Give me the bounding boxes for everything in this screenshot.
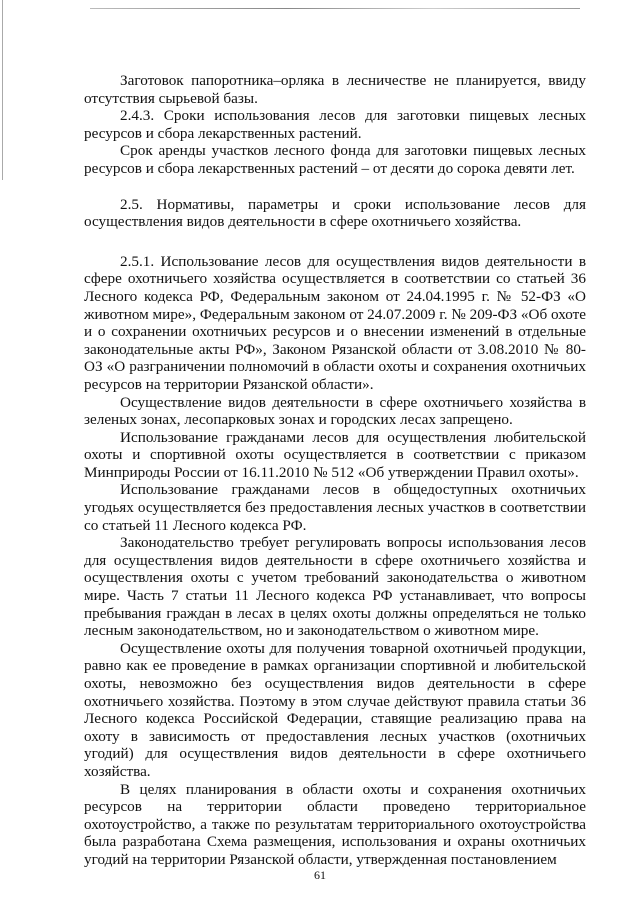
paragraph-lease-term: Срок аренды участков лесного фонда для заготовки пищевых лесных ресурсов и сбора лекарственных растений – от десяти до сорока девяти лет.: [84, 142, 586, 177]
heading-section-2-5: 2.5. Нормативы, параметры и сроки использование лесов для осуществления видов деятельности в сфере охотничьего хозяйства.: [84, 195, 586, 231]
page-number: 61: [314, 868, 326, 882]
paragraph-commercial-hunting: Осуществление охоты для получения товарной охотничьей продукции, равно как ее проведение в рамках организации спортивной и любительской охоты, невозможно без осуществления видов деятельности в сфере охотничьего хозяйства. Поэтому в этом случае действуют правила статьи 36 Лесного кодекса Российской Федерации, ставящие реализацию права на охоту в зависимость от предоставления лесных участков (охотничьих угодий) для осуществления видов деятельности в сфере охотничьего хозяйства.: [84, 639, 586, 780]
scan-artifact-top-line: [90, 8, 580, 9]
scan-artifact-left-edge: [2, 0, 3, 180]
paragraph-planning: В целях планирования в области охоты и сохранения охотничьих ресурсов на территории области проведено территориальное охотоустройство, а также по результатам территориального охотоустройства была разработана Схема размещения, использования и охраны охотничьих угодий на территории Рязанской области, утвержденная постановлением: [84, 780, 586, 868]
paragraph-section-2-4-3: 2.4.3. Сроки использования лесов для заготовки пищевых лесных ресурсов и сбора лекарственных растений.: [84, 107, 586, 142]
paragraph-section-2-5-1: 2.5.1. Использование лесов для осуществления видов деятельности в сфере охотничьего хозяйства осуществляется в соответствии со статьей 36 Лесного кодекса РФ, Федеральным законом от 24.04.1995 г. № 52-ФЗ «О животном мире», Федеральным законом от 24.07.2009 г. № 209-ФЗ «Об охоте и о сохранении охотничьих ресурсов и о внесении изменений в отдельные законодательные акты РФ», Законом Рязанской области от 3.08.2010 № 80-ОЗ «О разграничении полномочий в области охоты и сохранения охотничьих ресурсов на территории Рязанской области».: [84, 252, 587, 393]
paragraph-fern-harvest: Заготовок папоротника–орляка в лесничестве не планируется, ввиду отсутствия сырьевой базы.: [84, 72, 586, 107]
paragraph-legislation: Законодательство требует регулировать вопросы использования лесов для осуществления видов деятельности в сфере охотничьего хозяйства и осуществления охоты с учетом требований законодательства о животном мире. Часть 7 статьи 11 Лесного кодекса РФ устанавливает, что вопросы пребывания граждан в лесах в целях охоты должны определяться не только лесным законодательством, но и законодательством о животном мире.: [84, 534, 586, 640]
paragraph-green-zones: Осуществление видов деятельности в сфере охотничьего хозяйства в зеленых зонах, лесопарковых зонах и городских лесах запрещено.: [84, 393, 586, 429]
paragraph-amateur-hunting: Использование гражданами лесов для осуществления любительской охоты и спортивной охоты осуществляется в соответствии с приказом Минприроды России от 16.11.2010 № 512 «Об утверждении Правил охоты».: [84, 428, 586, 481]
paragraph-public-grounds: Использование гражданами лесов в общедоступных охотничьих угодьях осуществляется без предоставления лесных участков в соответствии со статьей 11 Лесного кодекса РФ.: [84, 481, 586, 534]
document-body: [84, 72, 586, 869]
